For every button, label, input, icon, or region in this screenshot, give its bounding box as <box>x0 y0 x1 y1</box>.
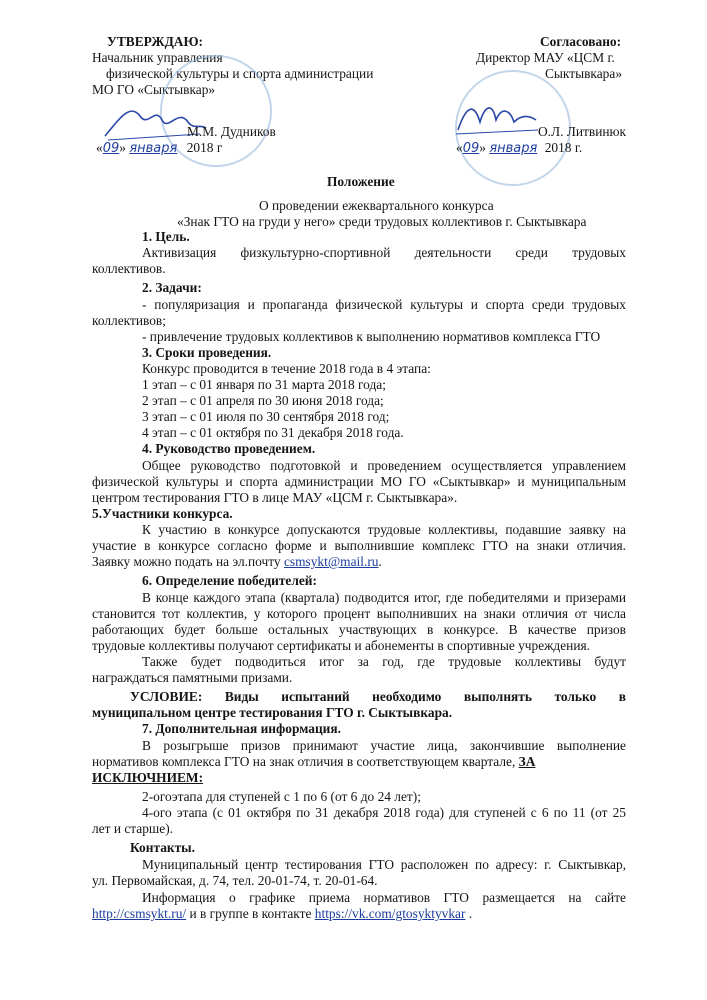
agreed-position-line2: Сыктывкара» <box>545 66 623 81</box>
section-1-text-line1: Активизация физкультурно-спортивной деятельности среди трудовых <box>142 245 626 260</box>
agreed-name: О.Л. Литвинюк <box>538 124 627 139</box>
contacts-text-line1: Муниципальный центр тестирования ГТО расположен по адресу: г. Сыктывкар, <box>142 857 626 872</box>
contacts-heading: Контакты. <box>130 840 195 855</box>
section-4-heading: 4. Руководство проведением. <box>142 441 316 456</box>
section-6-heading: 6. Определение победителей: <box>142 573 317 588</box>
section-2-text-line1: - популяризация и пропаганда физической культуры и спорта среди трудовых <box>142 297 626 312</box>
exception-stage-4-line2: лет и старше). <box>92 821 173 836</box>
document-subtitle-line1: О проведении ежеквартального конкурса <box>259 198 494 213</box>
section-6-text-line3: работающих будет больше остальных участвующих в конкурсе. В качестве призов <box>92 622 626 637</box>
section-5-heading: 5.Участники конкурса. <box>92 506 233 521</box>
approval-title: УТВЕРЖДАЮ: <box>107 34 203 49</box>
section-4-text-line1: Общее руководство подготовкой и проведением осуществляется управлением <box>142 458 626 473</box>
exception-label-part2: ИСКЛЮЧНИЕМ: <box>92 770 204 785</box>
approver-name: М.М. Дудников <box>187 124 276 139</box>
agreed-date-day: 09 <box>462 141 480 156</box>
section-6-text-line5: Также будет подводиться итог за год, где трудовые коллективы будут <box>142 654 626 669</box>
right-signature <box>452 96 542 140</box>
section-2-heading: 2. Задачи: <box>142 280 202 295</box>
section-6-text-line4: трудовые коллективы получают сертификаты и абонементы в спортивные учреждения. <box>92 638 591 653</box>
agreed-title: Согласовано: <box>540 34 622 49</box>
contest-email-link[interactable]: csmsykt@mail.ru <box>283 554 379 569</box>
approver-position-line1: Начальник управления <box>92 50 223 65</box>
exception-label-part1: ЗА <box>518 754 536 769</box>
agreed-date: «09» января 2018 г. <box>456 140 583 156</box>
section-3-text-line1: Конкурс проводится в течение 2018 года в 4 этапа: <box>142 361 431 376</box>
approval-date: «09» января 2018 г <box>96 140 223 156</box>
section-7-text-line2: нормативов комплекса ГТО на знак отличия в соответствующем квартале, ЗА <box>92 754 536 769</box>
exception-stage-2: 2-огоэтапа для ступеней с 1 по 6 (от 6 до 24 лет); <box>142 789 421 804</box>
section-3-heading: 3. Сроки проведения. <box>142 345 272 360</box>
document-title: Положение <box>327 174 395 189</box>
approver-position-line2: физической культуры и спорта администрации <box>106 66 374 81</box>
stage-3-dates: 3 этап – с 01 июля по 30 сентября 2018 год; <box>142 409 390 424</box>
document-subtitle-line2: «Знак ГТО на груди у него» среди трудовых коллективов г. Сыктывкара <box>177 214 587 229</box>
vk-group-link[interactable]: https://vk.com/gtosyktyvkar <box>314 906 466 921</box>
approval-date-day: 09 <box>102 141 120 156</box>
section-5-text-line2: участие в конкурсе согласно форме и выполнившие комплекс ГТО на знаки отличия. <box>92 538 626 553</box>
section-6-text-line2: становится тот коллектив, у которого процент выполнивших на знаки отличия от числа <box>92 606 626 621</box>
website-link[interactable]: http://csmsykt.ru/ <box>92 906 187 921</box>
stage-4-dates: 4 этап – с 01 октября по 31 декабря 2018 года. <box>142 425 404 440</box>
section-2-text-line2: коллективов; <box>92 313 166 328</box>
contacts-text-line2: ул. Первомайская, д. 74, тел. 20-01-74, т. 20-01-64. <box>92 873 378 888</box>
stage-2-dates: 2 этап – с 01 апреля по 30 июня 2018 года; <box>142 393 384 408</box>
section-4-text-line2: физической культуры и спорта администрации МО ГО «Сыктывкар» и муниципальным <box>92 474 626 489</box>
contacts-text-line4: http://csmsykt.ru/ и в группе в контакте https://vk.com/gtosyktyvkar . <box>92 906 473 921</box>
contacts-text-line3: Информация о графике приема нормативов ГТО размещается на сайте <box>142 890 626 905</box>
section-7-text-line1: В розыгрыше призов принимают участие лица, закончившие выполнение <box>142 738 626 753</box>
stage-1-dates: 1 этап – с 01 января по 31 марта 2018 года; <box>142 377 386 392</box>
section-1-heading: 1. Цель. <box>142 229 190 244</box>
approval-date-month: января <box>129 141 178 156</box>
section-5-text-line3: Заявку можно подать на эл.почту csmsykt@mail.ru. <box>92 554 382 569</box>
agreed-position-line1: Директор МАУ «ЦСМ г. <box>476 50 615 65</box>
approver-position-line3: МО ГО «Сыктывкар» <box>92 82 216 97</box>
section-2-text-line3: - привлечение трудовых коллективов к выполнению нормативов комплекса ГТО <box>142 329 601 344</box>
section-7-heading: 7. Дополнительная информация. <box>142 721 341 736</box>
section-1-text-line2: коллективов. <box>92 261 166 276</box>
exception-stage-4-line1: 4-ого этапа (с 01 октября по 31 декабря 2018 года) для ступеней с 6 по 11 (от 25 <box>142 805 626 820</box>
condition-line1: УСЛОВИЕ: Виды испытаний необходимо выполнять только в <box>130 689 626 704</box>
section-4-text-line3: центром тестирования ГТО в лице МАУ «ЦСМ г. Сыктывкара». <box>92 490 458 505</box>
condition-line2: муниципальном центре тестирования ГТО г. Сыктывкара. <box>92 705 453 720</box>
section-6-text-line1: В конце каждого этапа (квартала) подводится итог, где победителями и призерами <box>142 590 626 605</box>
agreed-date-month: января <box>489 141 538 156</box>
section-5-text-line1: К участию в конкурсе допускаются трудовые коллективы, подавшие заявку на <box>142 522 626 537</box>
section-6-text-line6: награждаться памятными призами. <box>92 670 293 685</box>
